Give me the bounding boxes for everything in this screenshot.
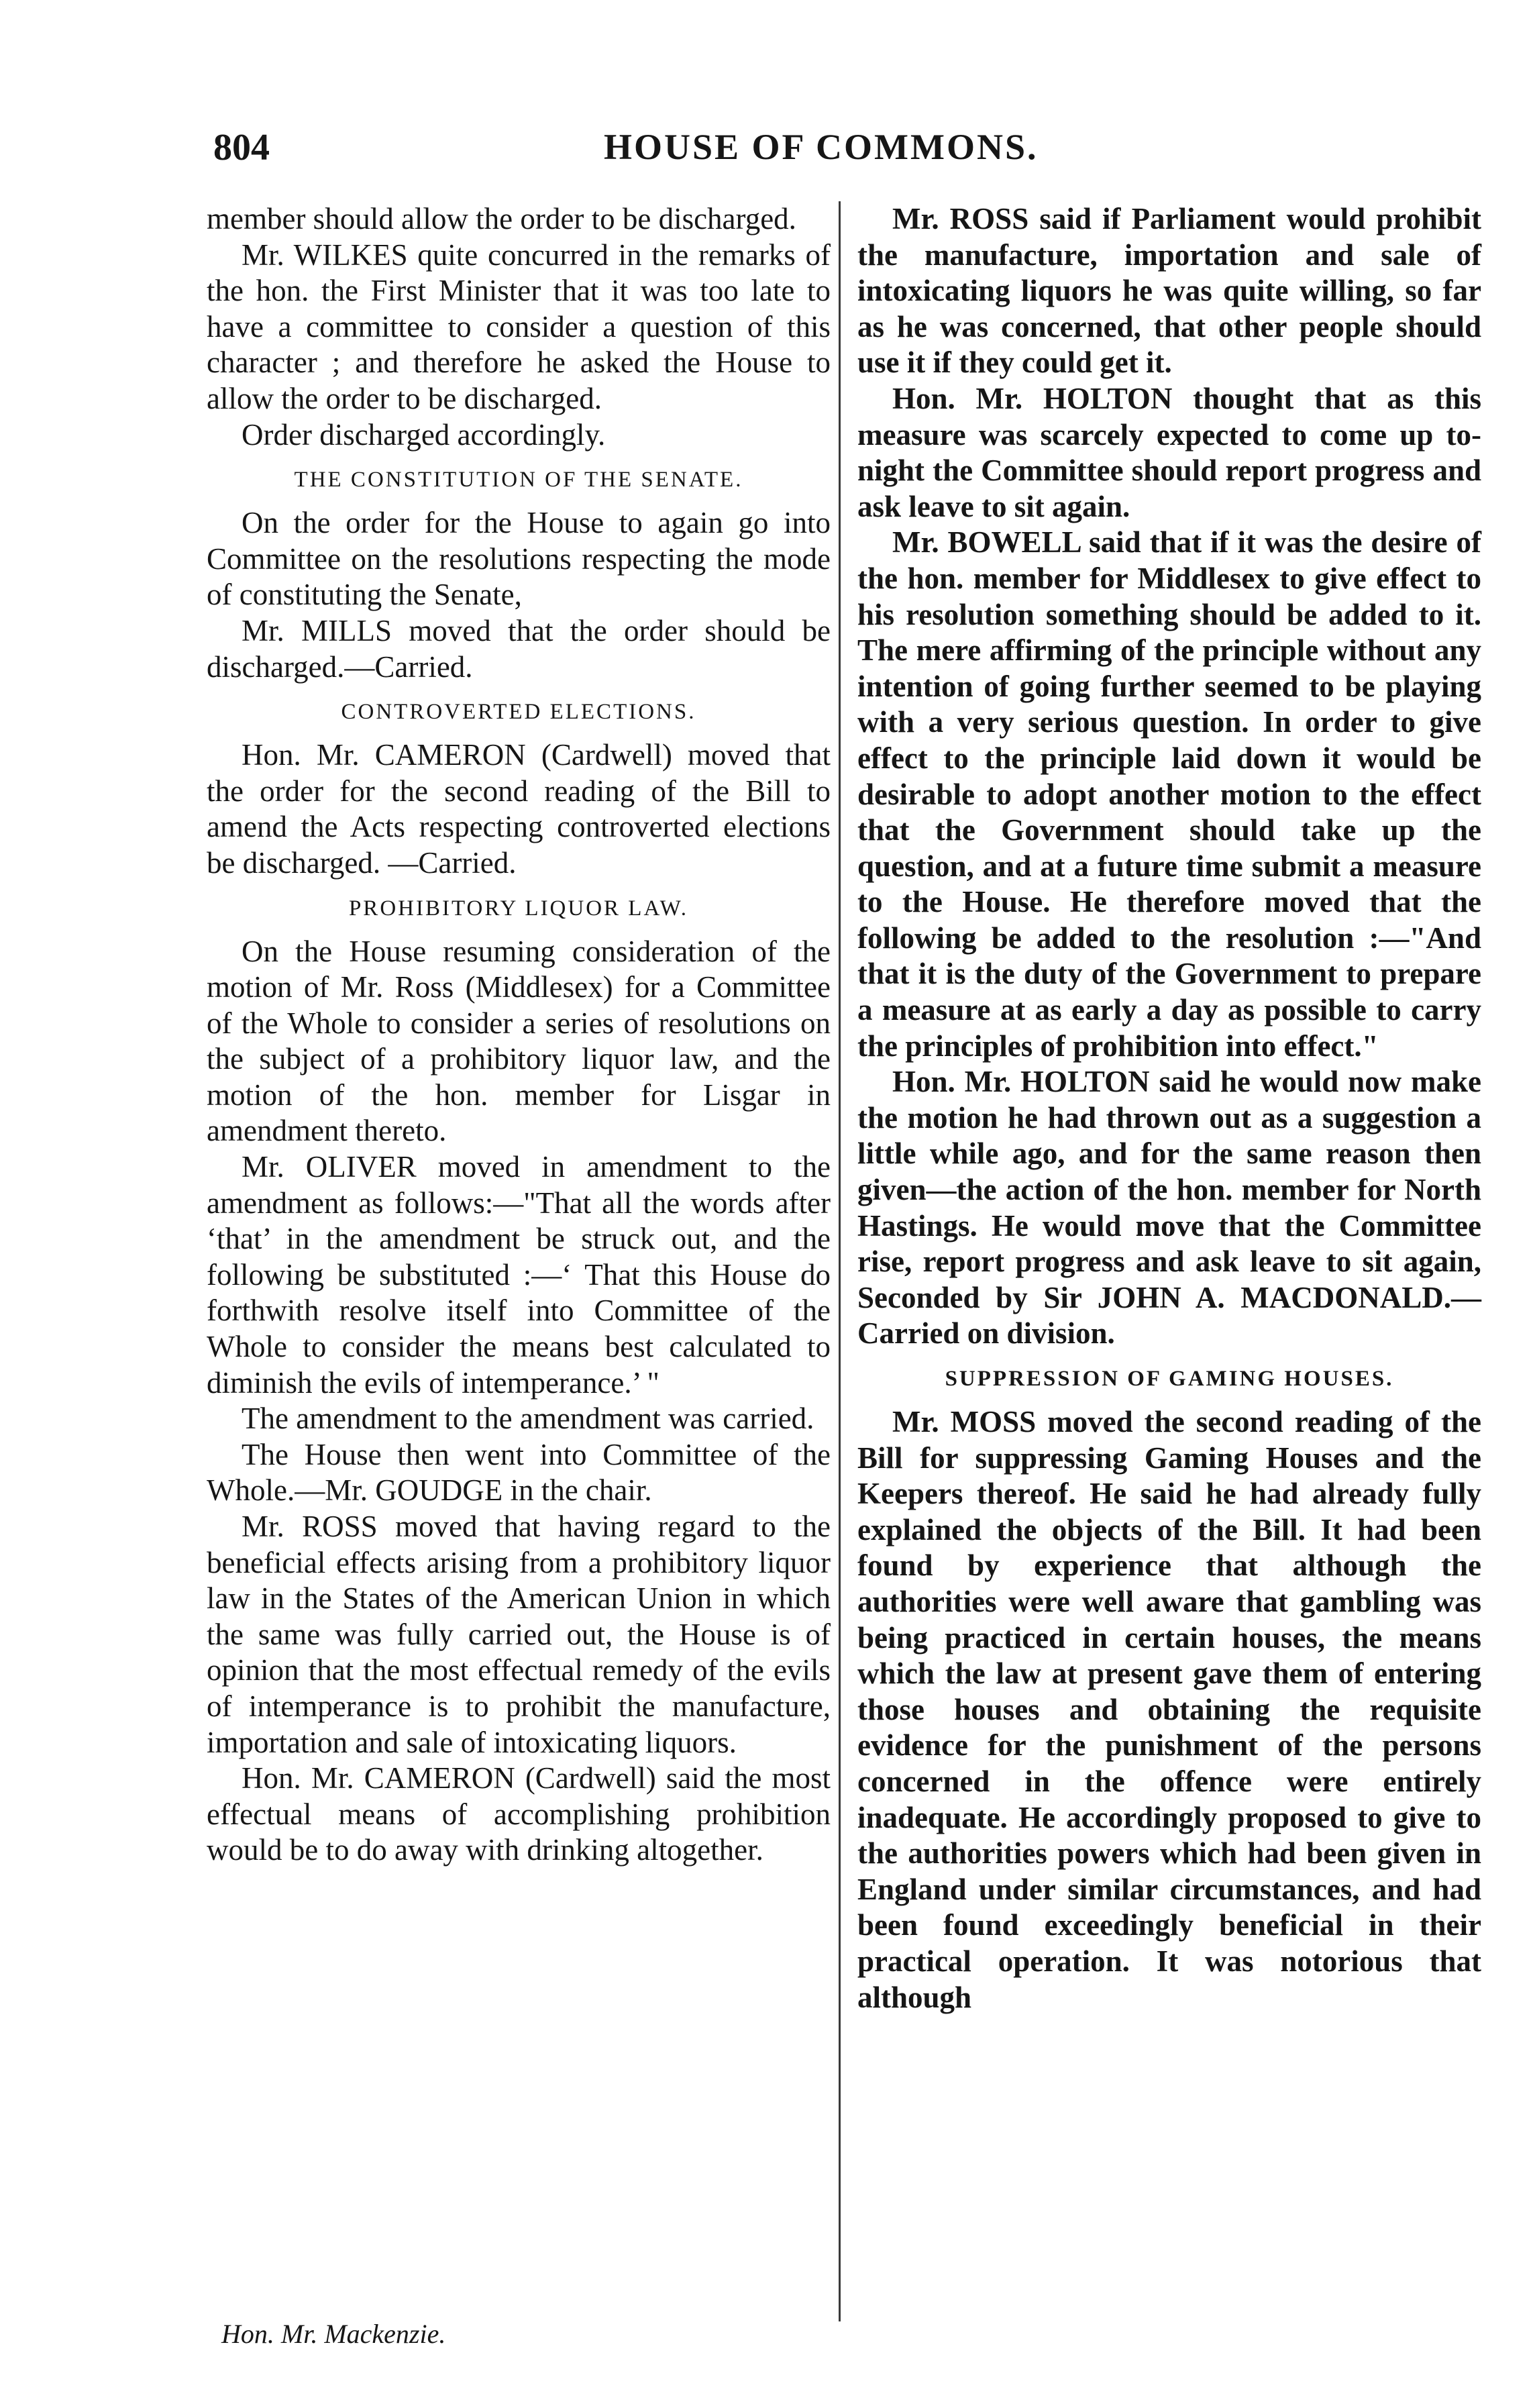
page-number: 804 xyxy=(213,127,270,168)
catchword: Hon. Mr. Mackenzie. xyxy=(221,2319,446,2349)
paragraph: Mr. MILLS moved that the order should be discharged.—Carried. xyxy=(207,613,831,684)
paragraph: Hon. Mr. HOLTON said he would now make the motion he had thrown out as a suggestion a little while ago, and for the same reason then given—the action of the hon. member for North Hastings. He would move that the Committee rise, report progress and ask leave to sit again, Seconded by Sir JOHN A. MACDONALD.— Carried on division. xyxy=(857,1065,1481,1351)
section-heading-liquor: PROHIBITORY LIQUOR LAW. xyxy=(348,896,689,921)
paragraph: On the order for the House to again go into Committee on the resolutions respecting the mode of constituting the Senate, xyxy=(207,506,831,612)
paragraph: Mr. ROSS said if Parliament would prohibit the manufacture, importation and sale of intoxicating liquors he was quite willing, so far as he was concerned, that other people should use it if they could get it. xyxy=(857,202,1481,380)
paragraph: Mr. MOSS moved the second reading of the Bill for suppressing Gaming Houses and the Keepers thereof. He said he had already fully explained the objects of the Bill. It had been found by experience that although the authorities were well aware that gambling was being practiced in certain houses, the means which the law at present gave them of entering those houses and obtaining the requisite evidence for the punishment of the persons concerned in the offence were entirely inadequate. He accordingly proposed to give to the authorities powers which had been given in England under similar circumstances, and had been found exceedingly beneficial in their practical operation. It was notorious that although xyxy=(857,1405,1481,2014)
paragraph: Mr. WILKES quite concurred in the remarks of the hon. the First Minister that it was too late to have a committee to consider a question of this character ; and therefore he asked the House to allow the order to be discharged. xyxy=(207,238,831,415)
paragraph: The House then went into Committee of the Whole.—Mr. GOUDGE in the chair. xyxy=(207,1437,831,1508)
paragraph: The amendment to the amendment was carried. xyxy=(242,1402,814,1436)
paragraph: Order discharged accordingly. xyxy=(242,417,606,452)
paragraph: Mr. OLIVER moved in amendment to the amendment as follows:—"That all the words after ‘that’ in the amendment be struck out, and the following be substituted :—‘ That this House do forthwith resolve itself into Committee of the Whole to consider the means best calculated to diminish the evils of intemperance.’ " xyxy=(207,1150,831,1400)
section-heading-senate: THE CONSTITUTION OF THE SENATE. xyxy=(294,468,743,492)
section-heading-elections: CONTROVERTED ELECTIONS. xyxy=(341,700,696,725)
left-column xyxy=(207,201,831,1869)
paragraph: Hon. Mr. CAMERON (Cardwell) moved that the order for the second reading of the Bill to amend the Acts respecting controverted elections be discharged. —Carried. xyxy=(207,738,831,880)
running-head: HOUSE OF COMMONS. xyxy=(604,127,1039,167)
right-column xyxy=(857,201,1481,2016)
column-divider xyxy=(839,201,841,2321)
paragraph: Mr. BOWELL said that if it was the desire of the hon. member for Middlesex to give effect to his resolution something should be added to it. The mere affirming of the principle without any intention of going further seemed to be playing with a very serious question. In order to give effect to the principle laid down it would be desirable to adopt another motion to the effect that the Government should take up the question, and at a future time submit a measure to the House. He therefore moved that the following be added to the resolution :—"And that it is the duty of the Government to prepare a measure at as early a day as possible to carry the principles of prohibition into effect." xyxy=(857,525,1481,1063)
paragraph: Hon. Mr. HOLTON thought that as this measure was scarcely expected to come up to-night the Committee should report progress and ask leave to sit again. xyxy=(857,381,1481,523)
paragraph: Mr. ROSS moved that having regard to the beneficial effects arising from a prohibitory liquor law in the States of the American Union in which the same was fully carried out, the House is of opinion that the most effectual remedy of the evils of intemperance is to prohibit the manufacture, importation and sale of intoxicating liquors. xyxy=(207,1510,831,1759)
paragraph: On the House resuming consideration of the motion of Mr. Ross (Middlesex) for a Committee of the Whole to consider a series of resolutions on the subject of a prohibitory liquor law, and the motion of the hon. member for Lisgar in amendment thereto. xyxy=(207,934,831,1148)
paragraph: Hon. Mr. CAMERON (Cardwell) said the most effectual means of accomplishing prohibition would be to do away with drinking altogether. xyxy=(207,1761,831,1867)
paragraph: member should allow the order to be discharged. xyxy=(207,202,796,235)
section-heading-gaming: SUPPRESSION OF GAMING HOUSES. xyxy=(945,1367,1394,1391)
